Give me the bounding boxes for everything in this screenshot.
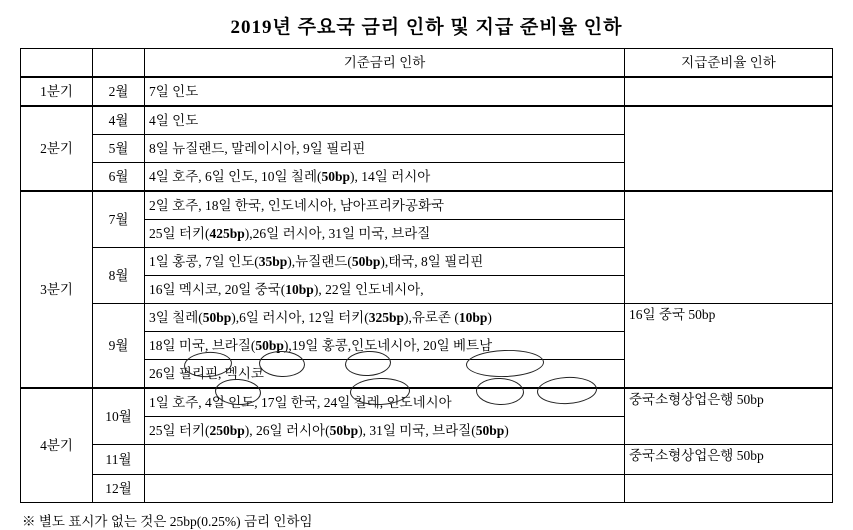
table-row (21, 77, 833, 106)
table-row (21, 106, 833, 135)
cell-rate-cut: 1일 홍콩, 7일 인도(35bp),뉴질랜드(50bp),태국, 8일 필리핀 (145, 248, 625, 276)
table-row (21, 445, 833, 475)
cell-reserve-ratio (625, 191, 833, 304)
cell-rate-cut: 16일 멕시코, 20일 중국(10bp), 22일 인도네시아, (145, 276, 625, 304)
cell-month: 12월 (93, 475, 145, 503)
cell-reserve-ratio (625, 475, 833, 503)
table-row (21, 304, 833, 332)
footnote: ※ 별도 표시가 없는 것은 25bp(0.25%) 금리 인하임 (22, 514, 313, 529)
cell-rate-cut: 26일 필리핀, 멕시코 (145, 360, 625, 389)
cell-rate-cut (145, 445, 625, 475)
cell-quarter: 4분기 (21, 388, 93, 503)
cell-reserve-ratio: 중국소형상업은행 50bp (625, 388, 833, 445)
cell-rate-cut: 25일 터키(250bp), 26일 러시아(50bp), 31일 미국, 브라질(50bp) (145, 417, 625, 445)
table-row (21, 475, 833, 503)
cell-quarter: 1분기 (21, 77, 93, 106)
header-quarter (21, 49, 93, 78)
cell-reserve-ratio (625, 106, 833, 191)
cell-month: 4월 (93, 106, 145, 135)
cell-quarter: 2분기 (21, 106, 93, 191)
cell-rate-cut: 2일 호주, 18일 한국, 인도네시아, 남아프리카공화국 (145, 191, 625, 220)
cell-quarter: 3분기 (21, 191, 93, 388)
cell-rate-cut: 4일 인도 (145, 106, 625, 135)
header-month (93, 49, 145, 78)
cell-month: 6월 (93, 163, 145, 192)
header-rate-cut: 기준금리 인하 (145, 49, 625, 78)
cell-rate-cut: 7일 인도 (145, 77, 625, 106)
table-row (21, 388, 833, 417)
cell-reserve-ratio: 중국소형상업은행 50bp (625, 445, 833, 475)
cell-month: 9월 (93, 304, 145, 389)
cell-rate-cut: 18일 미국, 브라질(50bp),19일 홍콩,인도네시아, 20일 베트남 (145, 332, 625, 360)
table-row (21, 191, 833, 220)
cell-month: 10월 (93, 388, 145, 445)
cell-reserve-ratio: 16일 중국 50bp (625, 304, 833, 389)
page-title: 2019년 주요국 금리 인하 및 지급 준비율 인하 (230, 17, 623, 38)
rate-cut-table (20, 48, 833, 503)
cell-month: 11월 (93, 445, 145, 475)
cell-reserve-ratio (625, 77, 833, 106)
header-reserve-ratio: 지급준비율 인하 (625, 49, 833, 78)
cell-rate-cut: 3일 칠레(50bp),6일 러시아, 12일 터키(325bp),유로존 (10bp) (145, 304, 625, 332)
cell-month: 8월 (93, 248, 145, 304)
cell-month: 7월 (93, 191, 145, 248)
cell-month: 2월 (93, 77, 145, 106)
cell-rate-cut: 8일 뉴질랜드, 말레이시아, 9일 필리핀 (145, 135, 625, 163)
cell-rate-cut (145, 475, 625, 503)
cell-rate-cut: 25일 터키(425bp),26일 러시아, 31일 미국, 브라질 (145, 220, 625, 248)
table-header-row (21, 49, 833, 78)
cell-rate-cut: 4일 호주, 6일 인도, 10일 칠레(50bp), 14일 러시아 (145, 163, 625, 192)
cell-rate-cut: 1일 호주, 4일 인도, 17일 한국, 24일 칠레, 인도네시아 (145, 388, 625, 417)
cell-month: 5월 (93, 135, 145, 163)
